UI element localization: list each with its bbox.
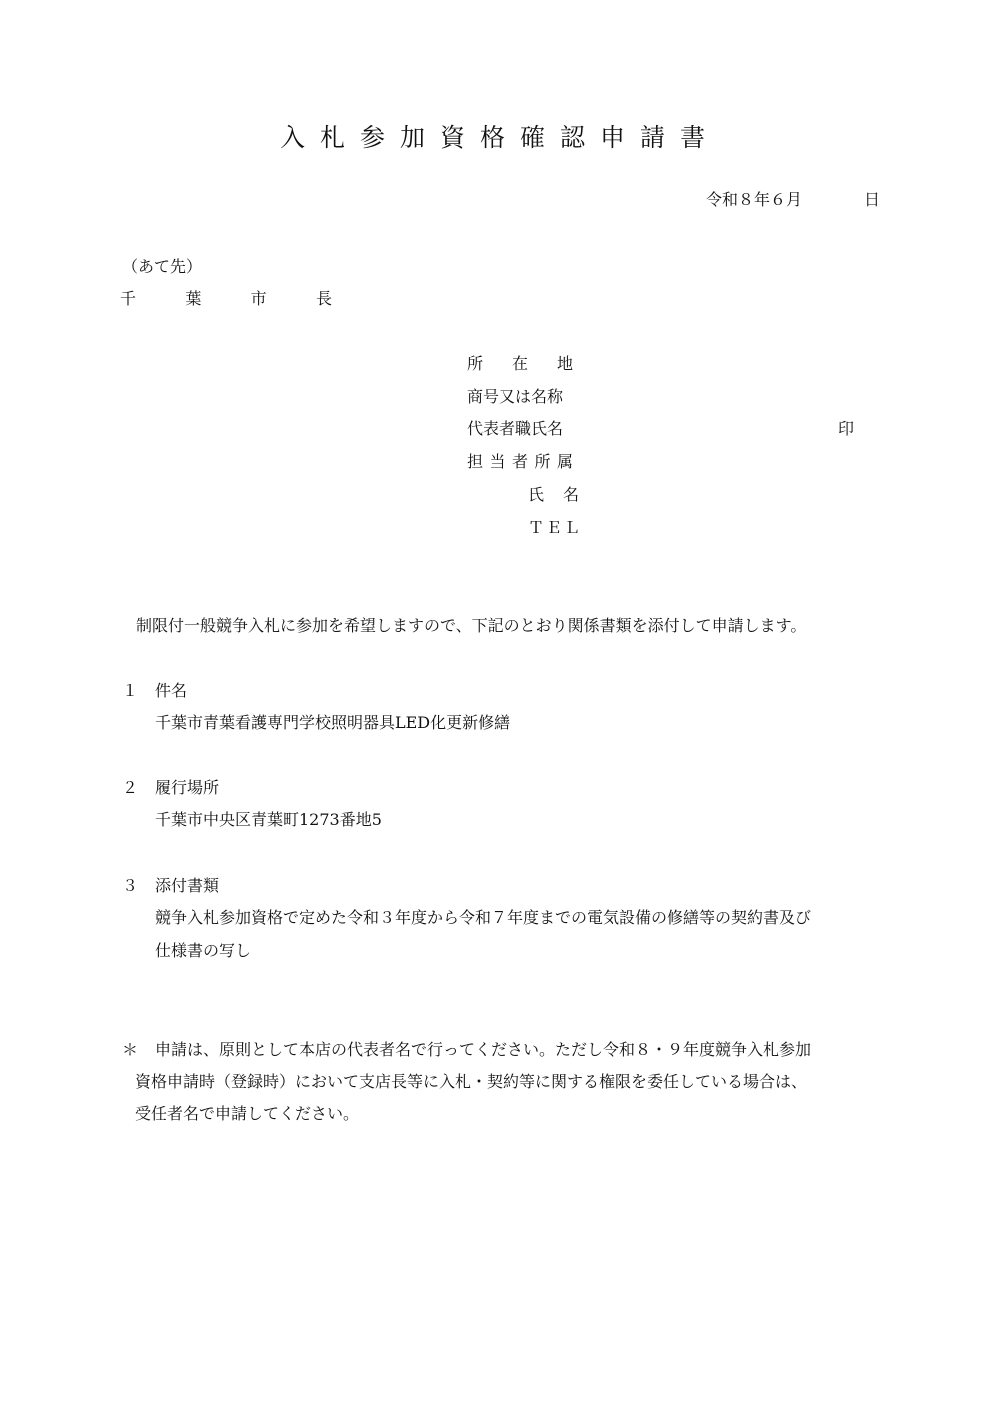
item-heading-location: 履行場所: [155, 778, 220, 797]
contact-department-label: [467, 452, 573, 472]
seal-mark: 印: [838, 419, 855, 438]
item-heading-attachments: 添付書類: [155, 876, 220, 895]
application-intro: 制限付一般競争入札に参加を希望しますので、下記のとおり関係書類を添付して申請します。: [136, 616, 807, 635]
item-body-subject: 千葉市青葉看護専門学校照明器具LED化更新修繕: [155, 713, 511, 732]
note-line: 資格申請時（登録時）において支店長等に入札・契約等に関する権限を委任している場合は、: [135, 1072, 808, 1091]
addressee-name: [120, 289, 332, 309]
document-title: 入札参加資格確認申請書: [279, 123, 720, 152]
contact-department-char: 者: [511, 452, 528, 471]
item-heading-subject: 件名: [155, 681, 188, 700]
address-label-char: 所: [467, 354, 484, 373]
addressee-char: 市: [250, 289, 267, 308]
contact-name-char: 氏: [528, 485, 545, 504]
contact-name-label: [528, 485, 579, 505]
note-asterisk: ＊: [122, 1040, 139, 1059]
contact-department-char: 担: [467, 452, 484, 471]
item-number: １: [122, 681, 139, 700]
contact-department-char: 当: [489, 452, 506, 471]
contact-name-char: 名: [562, 485, 579, 504]
tel-label: ＴＥＬ: [528, 518, 583, 537]
address-label: [467, 354, 573, 374]
note-line: 申請は、原則として本店の代表者名で行ってください。ただし令和８・９年度競争入札参加: [155, 1040, 812, 1059]
addressee-char: 千: [120, 289, 137, 308]
note-line: 受任者名で申請してください。: [135, 1104, 360, 1123]
address-label-char: 在: [511, 354, 528, 373]
addressee-char: 葉: [185, 289, 202, 308]
addressee-char: 長: [315, 289, 332, 308]
contact-department-char: 所: [534, 452, 551, 471]
item-number: ２: [122, 778, 139, 797]
item-number: ３: [122, 876, 139, 895]
date-day-label: 日: [864, 190, 881, 209]
item-body-attachments-line: 仕様書の写し: [155, 941, 252, 960]
company-name-label: 商号又は名称: [467, 387, 564, 406]
item-body-location: 千葉市中央区青葉町1273番地5: [155, 810, 382, 829]
application-date: 令和８年６月: [706, 190, 803, 209]
representative-label: 代表者職氏名: [467, 419, 564, 438]
address-label-char: 地: [556, 354, 573, 373]
contact-department-char: 属: [556, 452, 573, 471]
item-body-attachments-line: 競争入札参加資格で定めた令和３年度から令和７年度までの電気設備の修繕等の契約書及び: [155, 908, 812, 927]
addressee-note: （あて先）: [122, 257, 203, 276]
